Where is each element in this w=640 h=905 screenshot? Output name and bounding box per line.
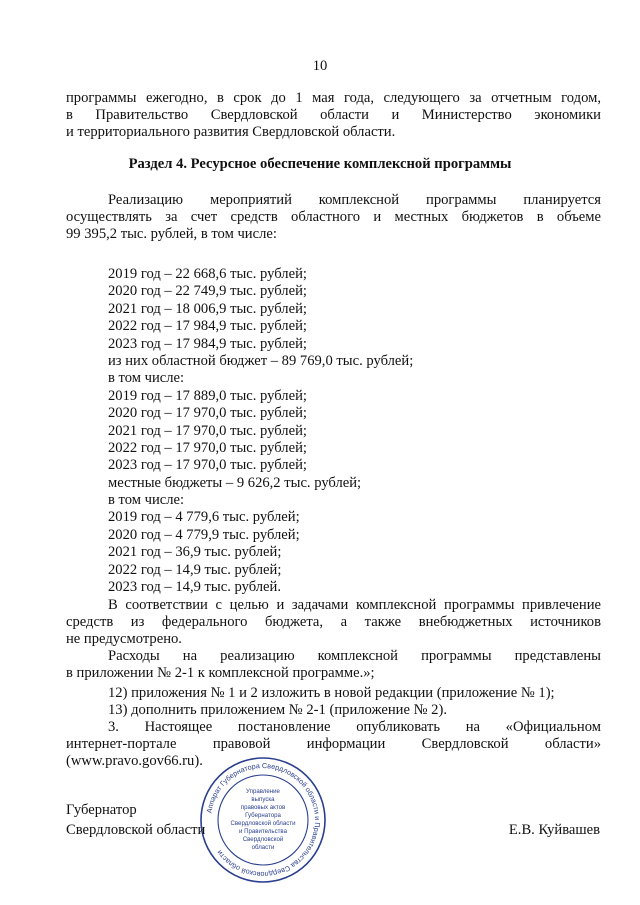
signature-title-line-1: Губернатор	[66, 802, 137, 818]
funding-line: 2021 год – 18 006,9 тыс. рублей;	[108, 300, 307, 317]
funding-line: 2019 год – 4 779,6 тыс. рублей;	[108, 509, 300, 526]
funding-line: 2021 год – 17 970,0 тыс. рублей;	[108, 422, 307, 439]
seal-center-line: выпуска	[251, 796, 275, 803]
item-12: 12) приложения № 1 и 2 изложить в новой редакции (приложение № 1);	[108, 685, 555, 701]
seal-center-line: Управление	[246, 788, 280, 795]
funding-line: в том числе:	[108, 370, 185, 387]
item3-line-1: 3. Настоящее постановление опубликовать на «Официальном	[108, 719, 601, 735]
para1-line-1: Реализацию мероприятий комплексной программы планируется	[108, 192, 601, 208]
intro-line-3: и территориального развития Свердловской области.	[66, 124, 396, 141]
para2-line-1: В соответствии с целью и задачами комплексной программы привлечение	[108, 597, 601, 613]
seal-center-line: и Правительства	[239, 828, 287, 835]
funding-intro-paragraph	[66, 192, 601, 244]
para3-line-1: Расходы на реализацию комплексной программы представлены	[108, 648, 601, 664]
intro-line-1: программы ежегодно, в срок до 1 мая года, следующего за отчетным годом,	[66, 90, 601, 106]
funding-list	[108, 266, 413, 596]
para3-line-2: в приложении № 2-1 к комплексной программе.»;	[66, 665, 375, 682]
para1-line-2: осуществлять за счет средств областного и местных бюджетов в объеме	[66, 209, 601, 226]
signature-name: Е.В. Куйвашев	[508, 822, 600, 838]
seal-center-line: Свердловской	[242, 836, 284, 843]
item3-line-3: (www.pravo.gov66.ru).	[66, 753, 203, 770]
item-13: 13) дополнить приложением № 2-1 (приложение № 2).	[108, 702, 447, 718]
funding-line: 2023 год – 17 984,9 тыс. рублей;	[108, 335, 307, 352]
funding-line: 2020 год – 22 749,9 тыс. рублей;	[108, 283, 307, 300]
funding-line: 2022 год – 14,9 тыс. рублей;	[108, 561, 282, 578]
seal-center-line: правовых актов	[240, 804, 286, 811]
funding-line: 2019 год – 22 668,6 тыс. рублей;	[108, 266, 307, 282]
funding-line: 2023 год – 17 970,0 тыс. рублей;	[108, 457, 307, 474]
signature-title-line-2: Свердловской области	[66, 822, 206, 838]
page-number: 10	[312, 58, 328, 74]
funding-line: в том числе:	[108, 492, 185, 509]
funding-line: 2022 год – 17 970,0 тыс. рублей;	[108, 439, 307, 456]
seal-center-line: Губернатора	[245, 812, 281, 819]
intro-line-2: в Правительство Свердловской области и Министерство экономики	[66, 107, 601, 124]
item3-line-2: интернет-портале правовой информации Свердловской области»	[66, 736, 601, 753]
seal-ring-text: Аппарат Губернатора Свердловской области и Правительства Свердловской области	[204, 760, 323, 880]
para1-line-3: 99 395,2 тыс. рублей, в том числе:	[66, 226, 277, 243]
federal-funding-paragraph	[66, 597, 601, 649]
seal-center-line: области	[251, 844, 275, 851]
funding-line: 2021 год – 36,9 тыс. рублей;	[108, 544, 282, 561]
expenses-paragraph	[66, 648, 601, 682]
publication-paragraph	[66, 719, 601, 771]
funding-line: местные бюджеты – 9 626,2 тыс. рублей;	[108, 474, 362, 491]
funding-line: 2019 год – 17 889,0 тыс. рублей;	[108, 387, 307, 404]
funding-line: 2023 год – 14,9 тыс. рублей.	[108, 579, 281, 596]
funding-line: 2020 год – 17 970,0 тыс. рублей;	[108, 405, 307, 422]
funding-line: из них областной бюджет – 89 769,0 тыс. рублей;	[108, 352, 414, 369]
section-title: Раздел 4. Ресурсное обеспечение комплексной программы	[128, 156, 512, 172]
seal-center-line: Свердловской области	[230, 820, 296, 827]
official-seal	[198, 755, 328, 885]
funding-line: 2022 год – 17 984,9 тыс. рублей;	[108, 318, 307, 335]
para2-line-3: не предусмотрено.	[66, 631, 182, 648]
para2-line-2: средств из федерального бюджета, а также внебюджетных источников	[66, 614, 601, 631]
signature-title	[66, 800, 205, 840]
intro-paragraph	[66, 90, 601, 142]
funding-line: 2020 год – 4 779,9 тыс. рублей;	[108, 526, 300, 543]
